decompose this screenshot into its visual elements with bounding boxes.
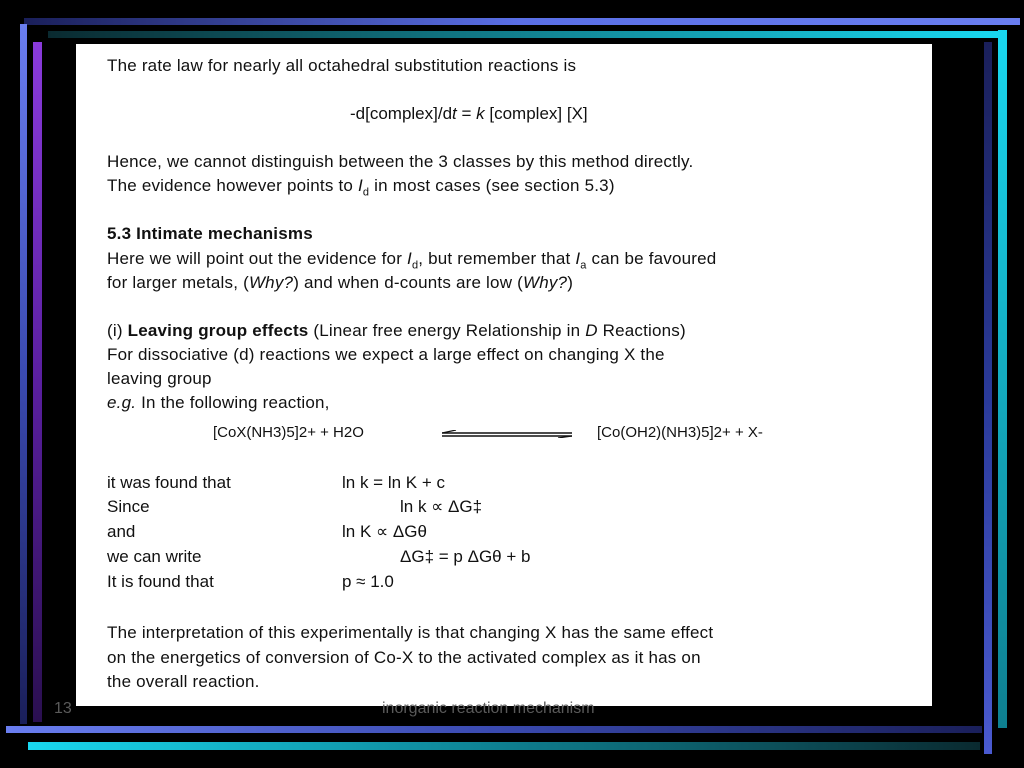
frame-bar-left-outer <box>20 24 27 724</box>
dissociative-line-2: leaving group <box>107 369 212 388</box>
leaving-c: Reactions) <box>597 321 686 340</box>
frame-bar-bottom-cyan <box>28 742 980 750</box>
relation-label: it was found that <box>107 473 231 492</box>
larger-c: ) <box>567 273 574 292</box>
hence-line-2-b: in most cases (see section 5.3) <box>369 176 615 195</box>
leaving-bold: Leaving group effects <box>127 321 309 340</box>
relation-equation: ln k = ln K + c <box>342 473 445 492</box>
relation-row <box>107 473 231 493</box>
reaction-product: [Co(OH2)(NH3)5]2+ + X- <box>597 424 763 441</box>
relation-equation: ln K ∝ ΔGθ <box>342 522 427 541</box>
dissociative-line-1: For dissociative (d) reactions we expect a large effect on changing X the <box>107 345 665 364</box>
scanned-page <box>76 44 932 706</box>
larger-a: for larger metals, ( <box>107 273 249 292</box>
larger-why-1: Why? <box>248 273 294 292</box>
slide-number: 13 <box>54 700 72 717</box>
evidence-ia-subscript: a <box>580 259 587 272</box>
frame-bar-right <box>998 30 1007 728</box>
evidence-id-subscript: d <box>411 259 419 272</box>
larger-b: ) and when d-counts are low ( <box>293 273 523 292</box>
rate-law-t: t <box>452 104 457 123</box>
hence-line-2 <box>107 176 615 198</box>
example-rest: In the following reaction, <box>136 393 330 412</box>
rate-law-rhs: [complex] [X] <box>484 104 588 123</box>
conclusion-line-3: the overall reaction. <box>107 672 260 691</box>
section-heading: 5.3 Intimate mechanisms <box>107 224 313 243</box>
frame-bar-top-cyan <box>48 31 998 38</box>
leaving-group-heading <box>107 321 686 341</box>
hence-id-symbol: I <box>357 176 363 195</box>
relation-equation: ΔG‡ = p ΔGθ + b <box>400 547 531 566</box>
rate-law-lhs: -d[complex]/d <box>350 104 453 123</box>
frame-bar-right-2 <box>984 42 992 754</box>
evidence-c: can be favoured <box>586 249 717 268</box>
rate-law-equation <box>350 104 588 124</box>
evidence-id-symbol: I <box>407 249 412 268</box>
relation-label: and <box>107 522 136 541</box>
relation-label: Since <box>107 497 150 516</box>
relation-row <box>107 547 201 567</box>
evidence-a: Here we will point out the evidence for <box>107 249 407 268</box>
leaving-a: (i) <box>107 321 128 340</box>
evidence-b: , but remember that <box>418 249 576 268</box>
relation-row <box>107 497 150 517</box>
hence-id-subscript: d <box>362 186 370 199</box>
reaction-reactant: [CoX(NH3)5]2+ + H2O <box>213 424 364 441</box>
footer-title: inorganic reaction mechanism <box>382 700 595 717</box>
leaving-d: D <box>585 321 598 340</box>
frame-bar-top <box>24 18 1020 25</box>
relation-row <box>107 522 135 542</box>
hence-line-1: Hence, we cannot distinguish between the 3 classes by this method directly. <box>107 152 694 171</box>
relation-row <box>107 572 214 592</box>
leaving-b: (Linear free energy Relationship in <box>308 321 586 340</box>
intro-text: The rate law for nearly all octahedral substitution reactions is <box>107 56 577 75</box>
relation-equation: ln k ∝ ΔG‡ <box>400 497 483 516</box>
equilibrium-arrow-icon <box>442 430 572 438</box>
hence-line-2-a: The evidence however points to <box>107 176 358 195</box>
example-line <box>107 393 330 413</box>
larger-why-2: Why? <box>522 273 568 292</box>
evidence-line <box>107 249 716 271</box>
conclusion-line-2: on the energetics of conversion of Co-X to the activated complex as it has on <box>107 648 701 667</box>
rate-law-eq: = <box>456 104 477 123</box>
evidence-ia-symbol: I <box>575 249 581 268</box>
rate-law-k: k <box>476 104 485 123</box>
relation-label: we can write <box>107 547 202 566</box>
relation-label: It is found that <box>107 572 214 591</box>
example-eg: e.g. <box>107 393 137 412</box>
relation-equation: p ≈ 1.0 <box>342 572 394 591</box>
frame-bar-bottom <box>6 726 982 733</box>
frame-bar-left-inner <box>33 42 42 722</box>
conclusion-line-1: The interpretation of this experimentally is that changing X has the same effect <box>107 623 714 642</box>
larger-metals-line <box>107 273 573 293</box>
